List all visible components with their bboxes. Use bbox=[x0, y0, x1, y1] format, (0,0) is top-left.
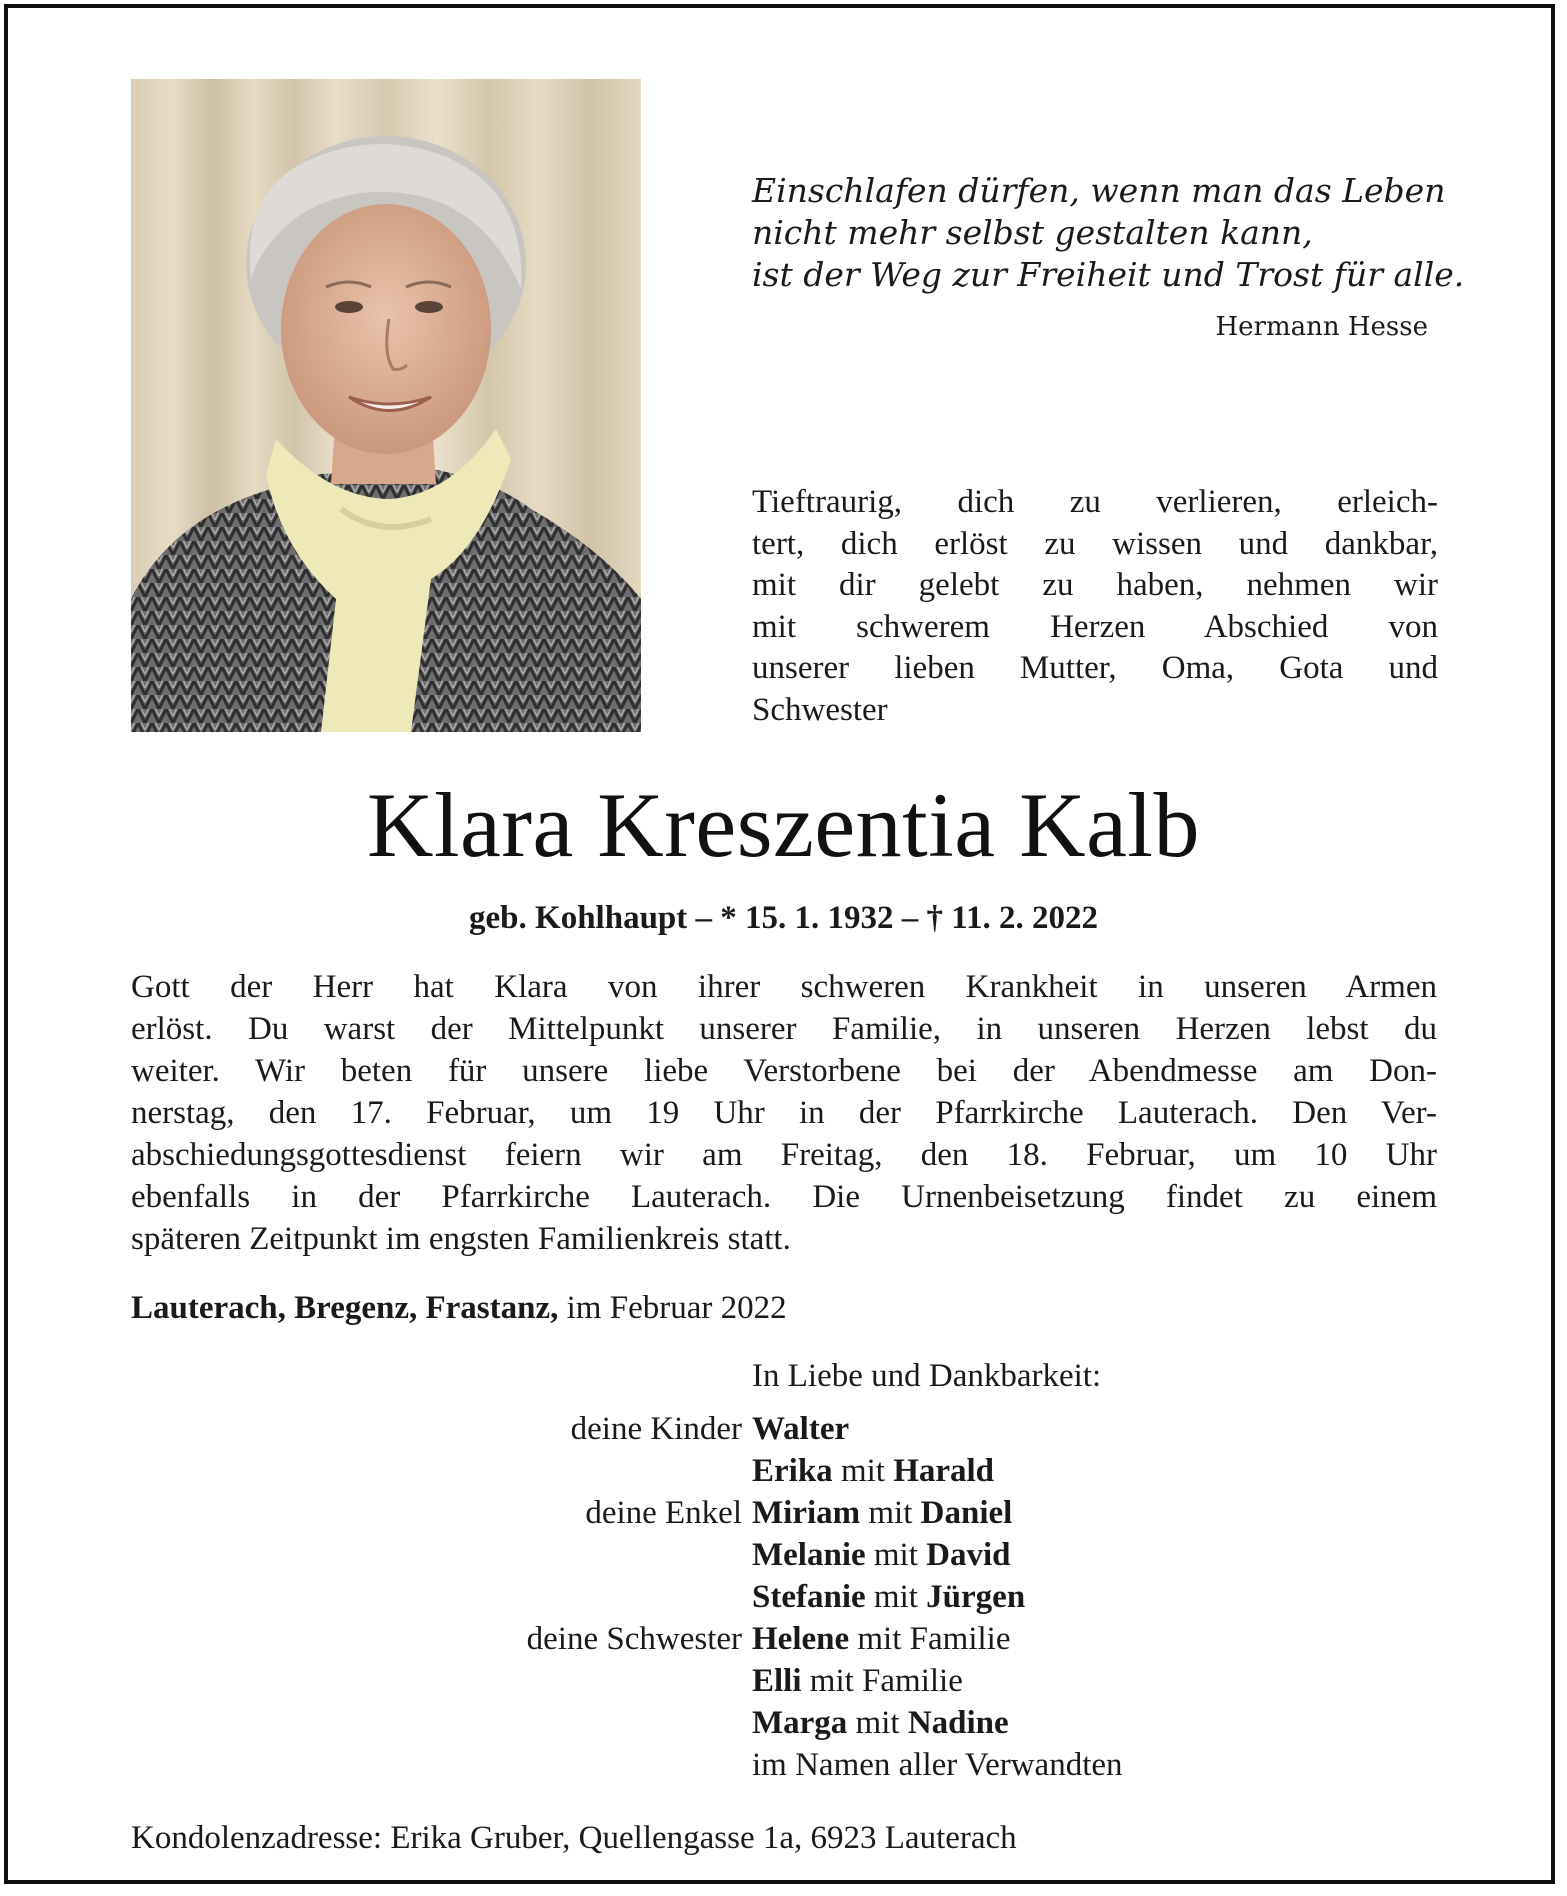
mourner-name: Miriam bbox=[752, 1495, 861, 1531]
mourner-joiner: mit bbox=[847, 1705, 908, 1741]
body-line: späteren Zeitpunkt im engsten Familienkreis statt. bbox=[131, 1221, 791, 1257]
mourner-partner: Jürgen bbox=[926, 1579, 1026, 1615]
place-and-date bbox=[131, 1290, 787, 1327]
mourner-name: Melanie bbox=[752, 1537, 866, 1573]
mourner-names bbox=[752, 1495, 1012, 1532]
portrait-illustration bbox=[131, 79, 641, 732]
mourner-partner: Harald bbox=[893, 1453, 995, 1489]
mourners-closing: im Namen aller Verwandten bbox=[752, 1747, 1123, 1783]
mourner-names bbox=[752, 1537, 1011, 1574]
intro-line: tert, dich erlöst zu wissen und dankbar, bbox=[752, 525, 1438, 562]
mourner-joiner: mit bbox=[860, 1495, 921, 1531]
intro-line: unserer lieben Mutter, Oma, Gota und bbox=[752, 650, 1438, 686]
body-line: abschiedungsgottesdienst feiern wir am Freitag, den 18. Februar, um 10 Uhr bbox=[131, 1137, 1437, 1173]
mourner-partner: Nadine bbox=[907, 1705, 1009, 1741]
mourner-row bbox=[0, 1747, 1567, 1789]
mourner-row bbox=[0, 1495, 1567, 1537]
body-line: nerstag, den 17. Februar, um 19 Uhr in der Pfarrkirche Lauterach. Den Ver- bbox=[131, 1095, 1437, 1131]
body-line: ebenfalls in der Pfarrkirche Lauterach. Die Urnenbeisetzung findet zu einem bbox=[131, 1179, 1437, 1215]
quote-line: Einschlafen dürfen, wenn man das Leben bbox=[752, 171, 1446, 210]
mourners-list bbox=[0, 1411, 1567, 1789]
intro-line: mit schwerem Herzen Abschied von bbox=[752, 608, 1438, 645]
portrait-photo bbox=[131, 79, 641, 732]
place-towns: Lauterach, Bregenz, Frastanz, bbox=[131, 1290, 559, 1326]
mourner-names bbox=[752, 1411, 849, 1448]
place-date: im Februar 2022 bbox=[558, 1290, 787, 1326]
mourner-joiner: mit bbox=[865, 1579, 927, 1615]
life-dates: geb. Kohlhaupt – * 15. 1. 1932 – † 11. 2. 2022 bbox=[469, 900, 1098, 936]
body-line: Gott der Herr hat Klara von ihrer schweren Krankheit in unseren Armen bbox=[131, 969, 1437, 1005]
mourner-names bbox=[752, 1621, 1010, 1658]
mourner-relation: deine Kinder bbox=[570, 1411, 742, 1447]
quote-author: Hermann Hesse bbox=[1215, 312, 1428, 342]
mourner-names bbox=[752, 1453, 994, 1490]
announcement-body bbox=[131, 966, 1437, 1260]
mourner-joiner: mit Familie bbox=[801, 1663, 963, 1699]
mourner-row bbox=[0, 1621, 1567, 1663]
mourner-name: Walter bbox=[752, 1411, 850, 1447]
mourner-names bbox=[752, 1579, 1025, 1616]
mourner-row bbox=[0, 1705, 1567, 1747]
body-line: weiter. Wir beten für unsere liebe Verstorbene bei der Abendmesse am Don- bbox=[131, 1053, 1437, 1089]
mourner-joiner: mit bbox=[865, 1537, 927, 1573]
hesse-quote bbox=[752, 170, 1465, 296]
intro-line: mit dir gelebt zu haben, nehmen wir bbox=[752, 567, 1438, 603]
mourner-name: Marga bbox=[752, 1705, 848, 1741]
body-line: erlöst. Du warst der Mittelpunkt unserer Familie, in unseren Herzen lebst du bbox=[131, 1011, 1437, 1047]
mourner-relation: deine Enkel bbox=[585, 1495, 742, 1531]
intro-line: Schwester bbox=[752, 691, 888, 728]
mourners-heading: In Liebe und Dankbarkeit: bbox=[752, 1358, 1102, 1394]
mourner-joiner: mit Familie bbox=[849, 1621, 1011, 1657]
mourner-row bbox=[0, 1663, 1567, 1705]
condolence-address: Kondolenzadresse: Erika Gruber, Quellengasse 1a, 6923 Lauterach bbox=[131, 1820, 1017, 1856]
mourner-row bbox=[0, 1579, 1567, 1621]
mourner-name: Stefanie bbox=[752, 1579, 866, 1615]
intro-paragraph bbox=[752, 482, 1438, 731]
mourner-name: Elli bbox=[752, 1663, 802, 1699]
deceased-name: Klara Kreszentia Kalb bbox=[367, 774, 1200, 876]
mourner-name: Helene bbox=[752, 1621, 850, 1657]
mourner-row bbox=[0, 1411, 1567, 1453]
mourner-partner: Daniel bbox=[920, 1495, 1013, 1531]
quote-line: ist der Weg zur Freiheit und Trost für alle. bbox=[752, 255, 1465, 294]
mourner-name: Erika bbox=[752, 1453, 833, 1489]
mourner-joiner: mit bbox=[832, 1453, 894, 1489]
intro-line: Tieftraurig, dich zu verlieren, erleich- bbox=[752, 484, 1438, 520]
mourner-row bbox=[0, 1537, 1567, 1579]
mourner-names bbox=[752, 1663, 963, 1700]
quote-line: nicht mehr selbst gestalten kann, bbox=[752, 213, 1313, 252]
mourner-names bbox=[752, 1705, 1009, 1742]
mourner-relation: deine Schwester bbox=[526, 1621, 742, 1657]
mourner-row bbox=[0, 1453, 1567, 1495]
mourner-partner: David bbox=[926, 1537, 1011, 1573]
